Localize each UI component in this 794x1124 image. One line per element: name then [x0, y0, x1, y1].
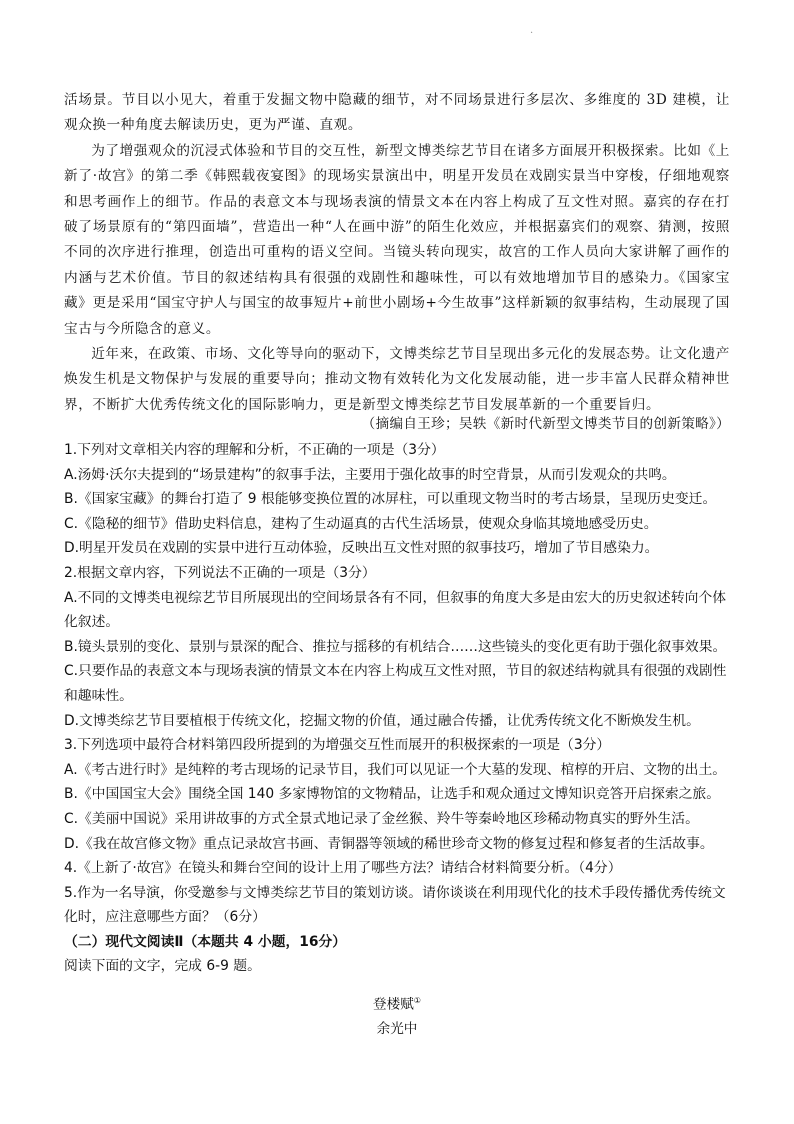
section-heading: （二）现代文阅读Ⅱ（本题共 4 小题，16分） [64, 933, 347, 950]
question-1-option-c: C.《隐秘的细节》借助史料信息，建构了生动逼真的古代生活场景，使观众身临其境地感受历史。 [64, 515, 658, 532]
question-3-option-a: A.《考古进行时》是纯粹的考古现场的记录节目，我们可以见证一个大墓的发现、棺椁的开启、文物的出土。 [64, 761, 727, 778]
question-1: 1.下列对文章相关内容的理解和分析，不正确的一项是（3分） [64, 442, 445, 458]
reading-instruction: 阅读下面的文字，完成 6-9 题。 [64, 958, 261, 975]
question-1-option-d: D.明星开发员在戏剧的实景中进行互动体验，反映出互文性对照的叙事技巧，增加了节目感染力。 [64, 540, 659, 557]
poem-title-text: 登楼赋 [373, 996, 414, 1013]
question-3-option-c: C.《美丽中国说》采用讲故事的方式全景式地记录了金丝猴、羚牛等秦岭地区珍稀动物真实的野外生活。 [64, 810, 699, 827]
reading-passage [64, 88, 730, 418]
page-mark: · [530, 28, 534, 39]
question-5: 5.作为一名导演，你受邀参与文博类综艺节目的策划访谈。请你谈谈在利用现代化的技术手段传播优秀传统文化时，应注意哪些方面？（6分） [64, 884, 726, 926]
question-1-option-a: A.汤姆·沃尔夫提到的“场景建构”的叙事手法，主要用于强化故事的时空背景，从而引发观众的共鸣。 [64, 466, 676, 483]
question-list [64, 438, 734, 979]
question-2-option-b: B.镜头景别的变化、景别与景深的配合、推拉与摇移的有机结合……这些镜头的变化更有助于强化叙事效果。 [64, 638, 727, 655]
passage-source: （摘编自王珍；吴轶《新时代新型文博类节目的创新策略》） [361, 416, 730, 432]
poem-author: 余光中 [376, 1021, 418, 1037]
question-2-option-a: A.不同的文博类电视综艺节目所展现出的空间场景各有不同，但叙事的角度大多是由宏大的历史叙述转向个体化叙述。 [64, 589, 727, 631]
question-3: 3.下列选项中最符合材料第四段所提到的为增强交互性而展开的积极探索的一项是（3分） [64, 737, 611, 754]
question-3-option-b: B.《中国国宝大会》围绕全国 140 多家博物馆的文物精品，让选手和观众通过文博知识竞答开启探索之旅。 [64, 786, 721, 803]
question-3-option-d: D.《我在故宫修文物》重点记录故宫书画、青铜器等领域的稀世珍奇文物的修复过程和修复者的生活故事。 [64, 835, 714, 852]
passage-paragraph-2: 为了增强观众的沉浸式体验和节目的交互性，新型文博类综艺节目在诸多方面展开积极探索。比如《上新了·故宫》的第二季《韩熙载夜宴图》的现场实景演出中，明星开发员在戏剧实景当中穿梭，仔细地观察和思考画作上的细节。作品的表意文本与现场表演的情景文本在内容上构成了互文性对照。嘉宾的存在打破了场景原有的“第四面墙”，营造出一种“人在画中游”的陌生化效应，并根据嘉宾们的观察、猜测，按照不同的次序进行推理，创造出可重构的语义空间。当镜头转向现实，故宫的工作人员向大家讲解了画作的内涵与艺术价值。节目的叙述结构具有很强的戏剧性和趣味性，可以有效地增加节目的感染力。《国家宝藏》更是采用“国宝守护人与国宝的故事短片+前世小剧场+今生故事”这样新颖的叙事结构，生动展现了国宝古与今所隐含的意义。 [64, 142, 730, 337]
passage-paragraph-3: 近年来，在政策、市场、文化等导向的驱动下，文博类综艺节目呈现出多元化的发展态势。让文化遗产焕发生机是文物保护与发展的重要导向；推动文物有效转化为文化发展动能，进一步丰富人民群众精神世界，不断扩大优秀传统文化的国际影响力，更是新型文博类综艺节目发展革新的一个重要旨归。 [64, 346, 730, 413]
question-2-option-c: C.只要作品的表意文本与现场表演的情景文本在内容上构成互文性对照，节目的叙述结构就具有很强的戏剧性和趣味性。 [64, 663, 727, 704]
question-2-option-d: D.文博类综艺节目要植根于传统文化，挖掘文物的价值，通过融合传播，让优秀传统文化不断焕发生机。 [64, 712, 700, 729]
question-2: 2.根据文章内容，下列说法不正确的一项是（3分） [64, 564, 376, 581]
poem-title [0, 990, 794, 1016]
footnote-marker: ① [413, 996, 421, 1005]
question-1-option-b: B.《国家宝藏》的舞台打造了 9 根能够变换位置的冰屏柱，可以重现文物当时的考古场景，呈现历史变迁。 [64, 491, 717, 508]
passage-paragraph-1: 活场景。节目以小见大，着重于发掘文物中隐藏的细节，对不同场景进行多层次、多维度的 3D 建模，让观众换一种角度去解读历史，更为严谨、直观。 [64, 92, 730, 134]
question-4: 4.《上新了·故宫》在镜头和舞台空间的设计上用了哪些方法？请结合材料简要分析。（4分） [64, 860, 622, 877]
